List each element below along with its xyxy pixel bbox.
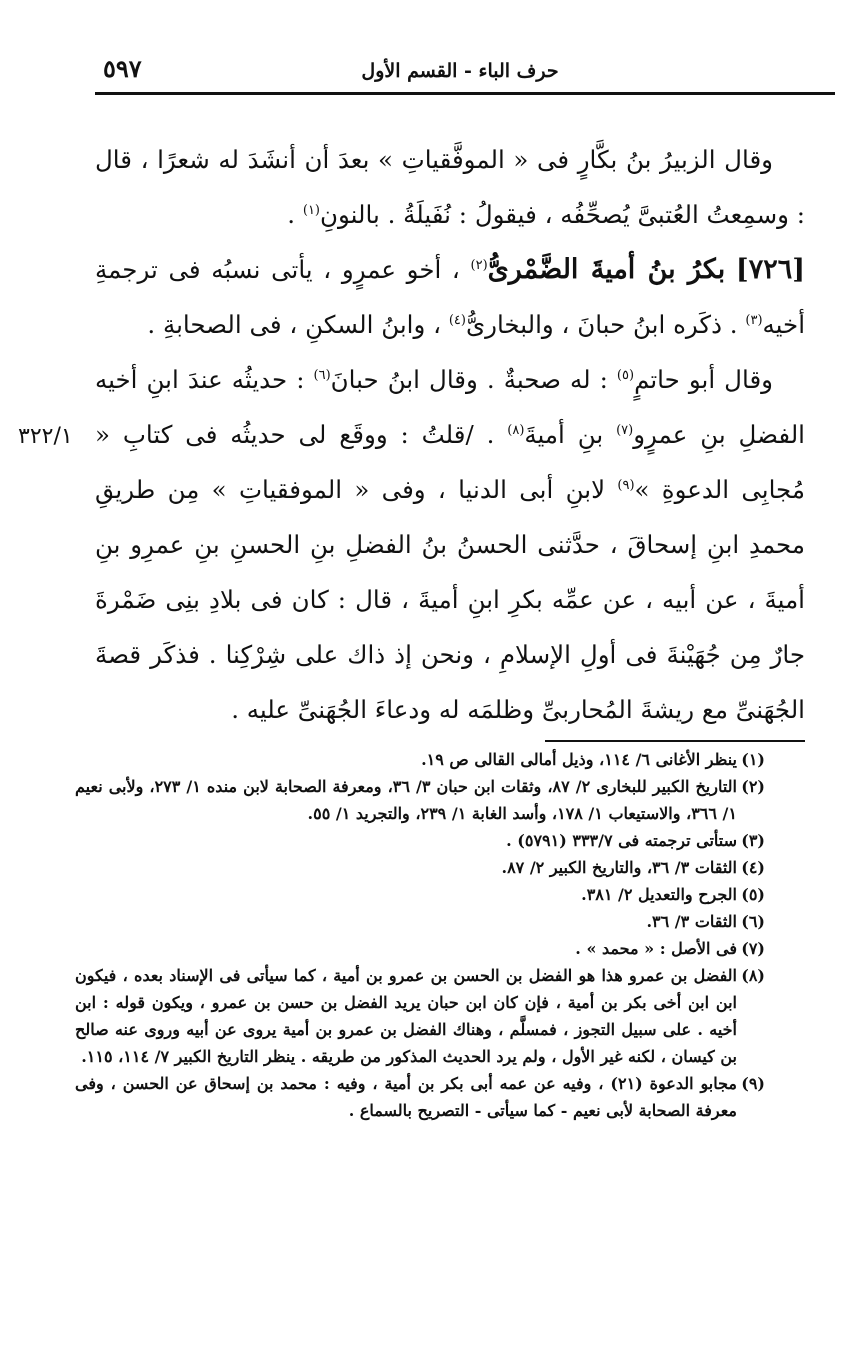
paragraph-3f-text: لابنِ أبى الدنيا ، وفى « الموفقياتِ » مِن طريقِ محمدِ ابنِ إسحاقَ ، حدَّثنى الحسنُ بنُ الفضلِ بنِ الحسنِ بنِ عمرِو بنِ أميةَ ، عن أبيه ، عن عمِّه بكرِ ابنِ أميةَ ، قال : كان فى بلادِ بنِى ضَمْرةَ جارٌ مِن جُهَيْنةَ فى أولِ الإسلامِ ، ونحن إذ ذاك على شِرْكِنا . فذكَر قصةَ الجُهَنىِّ مع ريشةَ المُحاربىِّ وظلمَه له ودعاءَ الجُهَنىِّ عليه . [95,475,805,724]
footnote-number: (١) [741,750,765,769]
paragraph-3a-text: وقال أبو حاتمٍ [634,365,773,394]
page-number: ٥٩٧ [103,54,142,83]
footnote-item [75,908,765,935]
entry-number: [٧٢٦] [735,254,805,285]
footnote-number: (٩) [741,1074,765,1093]
footnote-number: (٢) [741,777,765,796]
footnote-text: الجرح والتعديل ٢/ ٣٨١. [581,885,737,904]
footnote-number: (٥) [741,885,765,904]
footnote-item [75,881,765,908]
footnote-text: فى الأصل : « محمد » . [575,939,737,958]
footnote-text: ينظر الأغانى ٦/ ١١٤، وذيل أمالى القالى ص ١٩. [421,750,737,769]
footnote-number: (٣) [741,831,765,850]
footnote-item [75,827,765,854]
footnote-text: الفضل بن عمرو هذا هو الفضل بن الحسن بن عمرو بن أمية ، كما سيأتى فى الإسناد بعده ، فيكون ابن ابن أخى بكر بن أمية ، فإن كان ابن حبان يريد الفضل بن حسن بن عمرو ، ويكون قوله : ابن أخيه . على سبيل التجوز ، فمسلَّم ، وهناك الفضل بن عمرو بن أمية يروى عن أبيه وروى عنه صالح بن كيسان ، لكنه غير الأول ، ولم يرد الحديث المذكور من طريقه . ينظر التاريخ الكبير ٧/ ١١٤، ١١٥. [75,966,738,1066]
paragraph-2b-text: . ذكَره ابنُ حبانَ ، والبخارىُّ [465,310,738,339]
footnote-item [75,1070,765,1124]
footnote-ref-9: (٩) [617,477,635,493]
footnote-text: ستأتى ترجمته فى ٣٣٣/٧ (٥٧٩١) . [506,831,737,850]
footnote-ref-6: (٦) [313,367,331,383]
entry-paragraph [95,242,805,352]
entry-name: بكرُ بنُ أميةَ الضَّمْرىُّ [487,254,726,285]
footnote-number: (٨) [741,966,765,985]
footnote-ref-1: (١) [302,202,320,218]
footnote-number: (٤) [741,858,765,877]
footnote-item [75,854,765,881]
footnote-divider [545,740,805,742]
footnote-text: مجابو الدعوة (٢١) ، وفيه عن عمه أبى بكر بن أمية ، وفيه : محمد بن إسحاق عن الحسن ، وفى معرفة الصحابة لأبى نعيم - كما سيأتى - التصريح بالسماع . [75,1074,737,1120]
footnote-text: التاريخ الكبير للبخارى ٢/ ٨٧، وثقات ابن حبان ٣/ ٣٦، ومعرفة الصحابة لابن منده ١/ ٢٧٣، ولأبى نعيم ١/ ٣٦٦، والاستيعاب ١/ ١٧٨، وأسد الغابة ١/ ٢٣٩، والتجريد ١/ ٥٥. [75,777,737,823]
paragraph-1-text: وقال الزبيرُ بنُ بكَّارٍ فى « الموفَّقياتِ » بعدَ أن أنشَدَ له شعرًا ، قال : وسمِعتُ العُتبىَّ يُصحِّفُه ، فيقولُ : نُفَيلَةُ . بالنونِ [95,145,805,229]
footnote-ref-2: (٢) [470,257,488,273]
paragraph-3d-text: بنِ أميةَ [524,420,604,449]
footnote-ref-7: (٧) [616,422,634,438]
footnote-item [75,962,765,1070]
footnote-ref-4: (٤) [448,312,466,328]
paragraph-1: وقال الزبيرُ بنُ بكَّارٍ فى « الموفَّقياتِ » بعدَ أن أنشَدَ له شعرًا ، قال : وسمِعتُ العُتبىَّ يُصحِّفُه ، فيقولُ : نُفَيلَةُ . بالنونِ$^{(١)}$ . [95,145,805,229]
paragraph-2a-text: ، أخو عمرٍو ، يأتى نسبُه فى ترجمةِ أخيه [95,255,805,339]
footnote-text: الثقات ٣/ ٣٦، والتاريخ الكبير ٢/ ٨٧. [501,858,737,877]
paragraph-3 [95,352,805,737]
paragraph-2c-text: ، وابنُ السكنِ ، فى الصحابةِ . [147,310,442,339]
paragraph-3b-text: : له صحبةٌ . وقال ابنُ حبانَ [330,365,608,394]
main-text [95,132,805,737]
paragraph-3c-text: : حديثُه عندَ ابنِ أخيه الفضلِ بنِ عمرٍو [95,365,805,449]
paragraph-3e-text: . /قلتُ : ووقَع لى حديثُه فى كتابِ « مُجابِى الدعوةِ » [95,420,806,504]
footnotes [75,746,765,1124]
footnote-ref-8: (٨) [507,422,525,438]
margin-reference: ٣٢٢/١ [18,424,73,449]
footnote-ref-5: (٥) [616,367,635,383]
footnote-number: (٦) [741,912,765,931]
footnote-text: الثقات ٣/ ٣٦. [646,912,737,931]
footnote-item [75,773,765,827]
running-title: حرف الباء - القسم الأول [361,60,559,82]
footnote-number: (٧) [741,939,765,958]
footnote-item [75,746,765,773]
footnote-item [75,935,765,962]
page-header [95,52,835,95]
footnote-ref-3: (٣) [745,312,763,328]
